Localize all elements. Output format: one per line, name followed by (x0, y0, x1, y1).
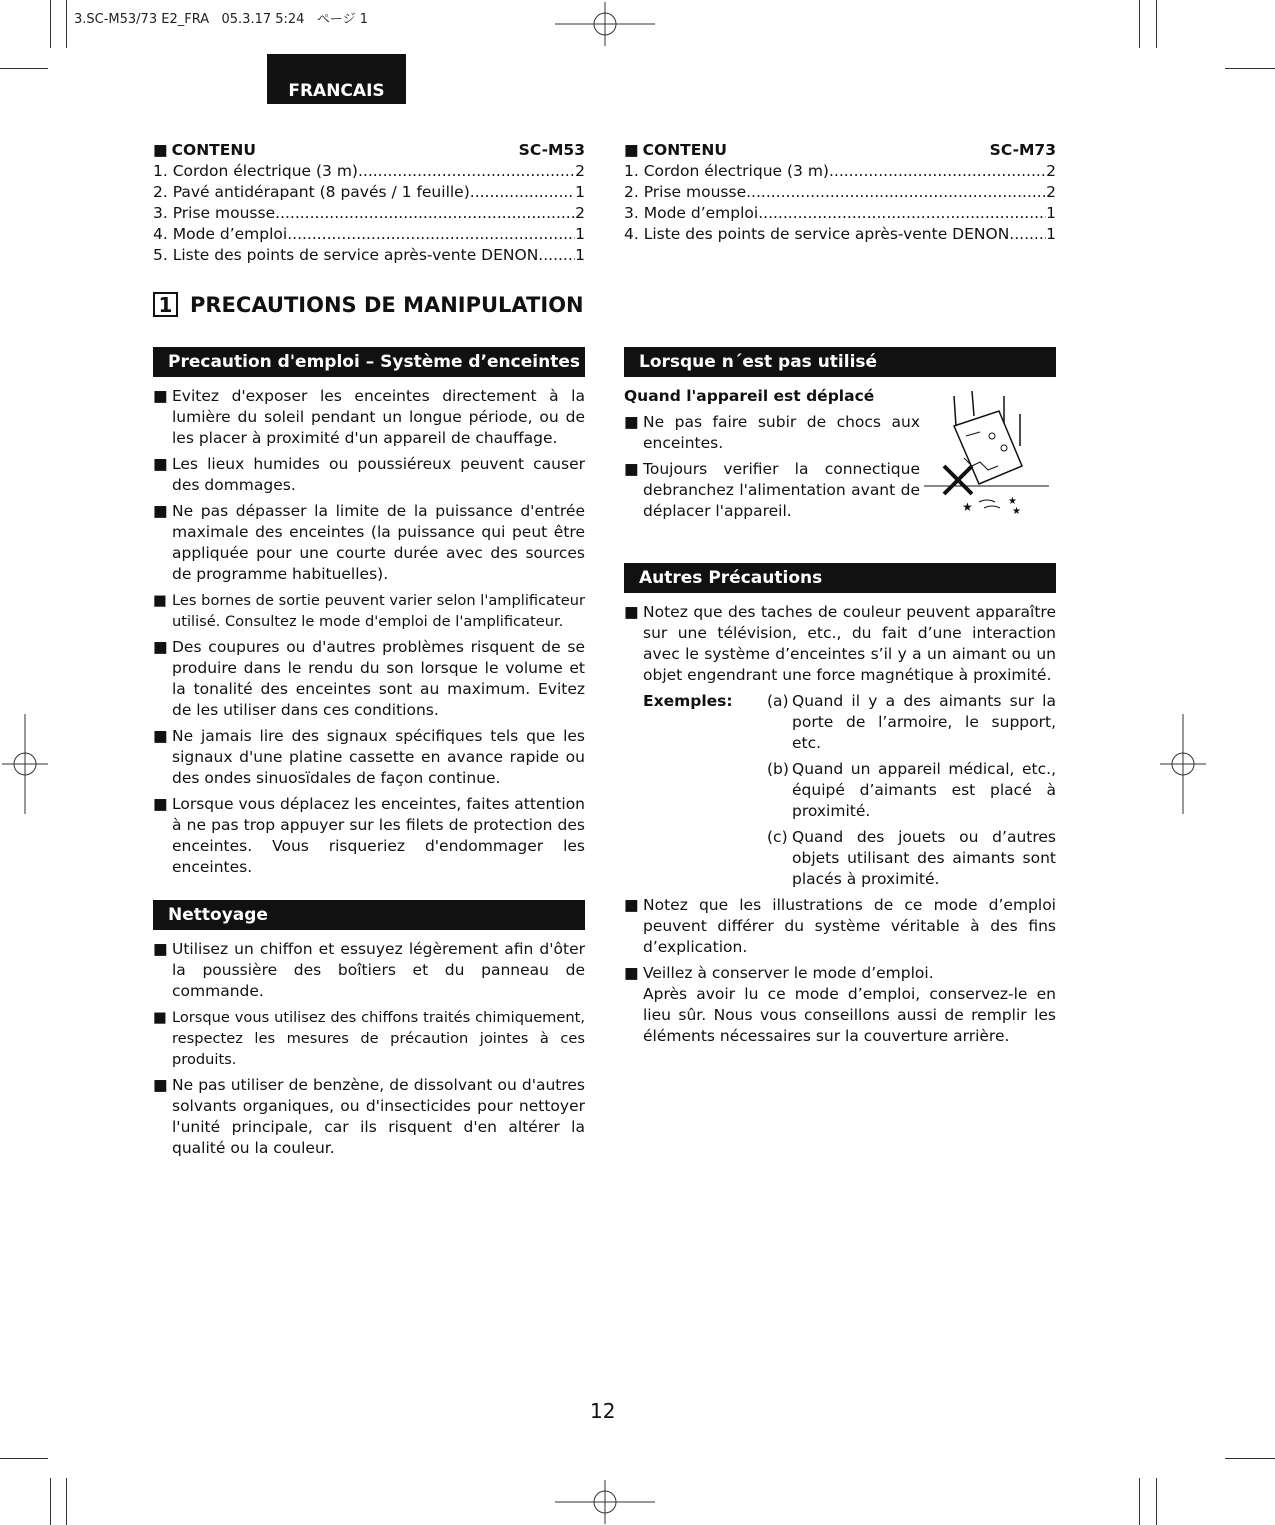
not-used-section (624, 347, 1056, 527)
crop-mark (1139, 0, 1140, 48)
crop-mark (1139, 1478, 1140, 1525)
other-precautions-section (624, 563, 1056, 1052)
square-bullet-icon: ■ (153, 1076, 168, 1094)
square-bullet-icon: ■ (153, 455, 168, 473)
list-item: ■ Des coupures ou d'autres problèmes risquent de se produire dans le rendu du son lorsque le volume et la tonalité des enceintes sont au maximum. Evitez de les utiliser dans ces conditions. (153, 638, 585, 719)
crop-mark (1156, 1478, 1157, 1525)
list-item: ■ Ne pas utiliser de benzène, de dissolvant ou d'autres solvants organiques, ou d'insecticides pour nettoyer l'unité principale, car ils risquent d'en altérer la qualité ou la couleur. (153, 1076, 585, 1157)
section-title (153, 292, 584, 317)
list-item: ■ Ne pas faire subir de chocs aux enceintes. (624, 413, 920, 452)
examples-label: Exemples: (643, 692, 733, 710)
svg-text:★: ★ (962, 500, 973, 514)
list-item: 4. Mode d’emploi ..... 1 (153, 224, 585, 245)
examples-list (767, 691, 1056, 895)
list-item: 5. Liste des points de service après-vente DENON ..... 1 (153, 245, 585, 266)
svg-text:★: ★ (1008, 496, 1017, 507)
registration-mark-icon (555, 2, 655, 46)
list-item: 1. Cordon électrique (3 m) ..... 2 (624, 161, 1056, 182)
registration-mark-icon (1160, 714, 1206, 814)
print-info: 3.SC-M53/73 E2_FRA 05.3.17 5:24 ページ 1 (74, 12, 368, 27)
registration-mark-icon (555, 1480, 655, 1524)
model-name: SC-M53 (518, 141, 585, 159)
cleaning-section (153, 900, 585, 1164)
other-precautions-list-2 (624, 895, 1056, 1047)
crop-mark (1156, 0, 1157, 48)
square-bullet-icon: ■ (624, 603, 639, 621)
list-item: ■ Notez que des taches de couleur peuvent apparaître sur une télévision, etc., du fait d’une interaction avec le système d’enceintes s’il y a un aimant ou un objet engendrant une force magnétique à proximité. (624, 603, 1056, 684)
list-item: ■ Les bornes de sortie peuvent varier selon l'amplificateur utilisé. Consultez le mode d'emploi de l'amplificateur. (153, 592, 585, 630)
list-item: 3. Prise mousse ..... 2 (153, 203, 585, 224)
not-used-subtitle: Quand l'appareil est déplacé (624, 387, 875, 405)
crop-mark (1225, 1458, 1275, 1459)
square-bullet-icon: ■ (153, 795, 168, 813)
list-item: 3. Mode d’emploi ..... 1 (624, 203, 1056, 224)
list-item: ■ Les lieux humides ou poussiéreux peuvent causer des dommages. (153, 455, 585, 494)
other-precautions-list (624, 602, 1056, 686)
square-bullet-icon: ■ (153, 638, 168, 656)
example-item: (a) Quand il y a des aimants sur la porte de l’armoire, le support, etc. (767, 692, 1056, 752)
list-item: ■ Lorsque vous déplacez les enceintes, faites attention à ne pas trop appuyer sur les filets de protection des enceintes. Vous risqueriez d'endommager les enceintes. (153, 795, 585, 876)
registration-mark-icon (2, 714, 48, 814)
other-precautions-header: Autres Précautions (624, 563, 1056, 593)
square-bullet-icon: ■ (624, 896, 639, 914)
cleaning-header: Nettoyage (153, 900, 585, 930)
not-used-list (624, 412, 920, 522)
square-bullet-icon: ■ (153, 727, 168, 745)
language-tab: FRANCAIS (267, 54, 406, 104)
square-bullet-icon: ■ (153, 141, 168, 159)
list-item: ■ Ne jamais lire des signaux spécifiques tels que les signaux d'une platine cassette en avance rapide ou des ondes sinuosïdales de façon continue. (153, 727, 585, 787)
square-bullet-icon: ■ (624, 141, 639, 159)
list-item: ■ Veillez à conserver le mode d’emploi. Après avoir lu ce mode d’emploi, conservez-le en lieu sûr. Nous vous conseillons aussi de remplir les éléments nécessaires sur la couverture arrière. (624, 964, 1056, 1045)
square-bullet-icon: ■ (153, 502, 168, 520)
list-item: 2. Prise mousse ..... 2 (624, 182, 1056, 203)
cleaning-list (153, 939, 585, 1159)
list-item: 4. Liste des points de service après-vente DENON ..... 1 (624, 224, 1056, 245)
example-item: (c) Quand des jouets ou d’autres objets utilisant des aimants sont placés à proximité. (767, 828, 1056, 888)
not-used-header: Lorsque n´est pas utilisé (624, 347, 1056, 377)
page-number: 12 (590, 1399, 616, 1423)
precaution-list (153, 386, 585, 878)
square-bullet-icon: ■ (153, 592, 167, 609)
svg-text:★: ★ (1012, 506, 1021, 516)
list-item: ■ Lorsque vous utilisez des chiffons traités chimiquement, respectez les mesures de précaution jointes à ces produits. (153, 1009, 585, 1068)
section-title-text: PRECAUTIONS DE MANIPULATION (190, 292, 584, 317)
crop-mark (0, 1458, 48, 1459)
contents-heading: ■ CONTENU SC-M53 (153, 141, 585, 159)
square-bullet-icon: ■ (624, 964, 639, 982)
square-bullet-icon: ■ (624, 460, 639, 478)
dropped-speaker-warning-icon (924, 386, 1056, 516)
square-bullet-icon: ■ (624, 413, 639, 431)
square-bullet-icon: ■ (153, 940, 168, 958)
list-item: 2. Pavé antidérapant (8 pavés / 1 feuille) ..... 1 (153, 182, 585, 203)
crop-mark (50, 0, 51, 48)
list-item: ■ Ne pas dépasser la limite de la puissance d'entrée maximale des enceintes (la puissance qui peut être appliquée pour une courte durée avec des sources de programme habituelles). (153, 502, 585, 583)
square-bullet-icon: ■ (153, 1009, 167, 1026)
list-item: 1. Cordon électrique (3 m) ..... 2 (153, 161, 585, 182)
precaution-section (153, 347, 585, 883)
model-name: SC-M73 (989, 141, 1056, 159)
crop-mark (66, 0, 67, 48)
crop-mark (50, 1478, 51, 1525)
example-item: (b) Quand un appareil médical, etc., équipé d’aimants est placé à proximité. (767, 760, 1056, 820)
section-number: 1 (153, 292, 178, 317)
precaution-header: Precaution d'emploi – Système d’enceintes (153, 347, 585, 377)
crop-mark (66, 1478, 67, 1525)
contents-list-sc-m53 (153, 140, 585, 266)
examples-block (643, 691, 1056, 895)
list-item: ■ Utilisez un chiffon et essuyez légèrement afin d'ôter la poussière des boîtiers et du panneau de commande. (153, 940, 585, 1000)
contents-list-sc-m73 (624, 140, 1056, 245)
crop-mark (0, 68, 48, 69)
list-item: ■ Notez que les illustrations de ce mode d’emploi peuvent différer du système véritable à des fins d’explication. (624, 896, 1056, 956)
crop-mark (1225, 68, 1275, 69)
contents-heading: ■ CONTENU SC-M73 (624, 141, 1056, 159)
list-item: ■ Toujours verifier la connectique debranchez l'alimentation avant de déplacer l'appareil. (624, 460, 920, 520)
list-item: ■ Evitez d'exposer les enceintes directement à la lumière du soleil pendant un longue période, ou de les placer à proximité d'un appareil de chauffage. (153, 387, 585, 447)
square-bullet-icon: ■ (153, 387, 168, 405)
